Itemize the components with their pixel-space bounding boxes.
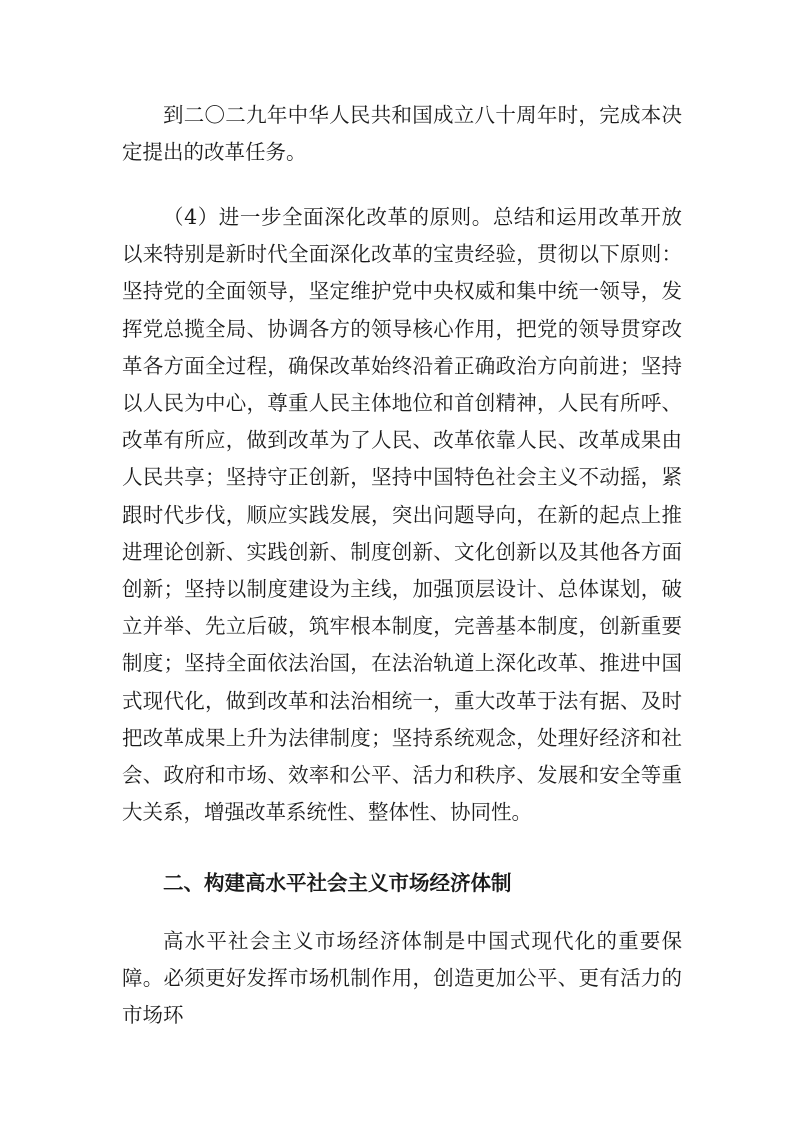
paragraph-market-economy: 高水平社会主义市场经济体制是中国式现代化的重要保障。必须更好发挥市场机制作用，创造更加公平、更有活力的市场环 bbox=[122, 929, 682, 1028]
paragraph-reform-principles: （4）进一步全面深化改革的原则。总结和运用改革开放以来特别是新时代全面深化改革的宝贵经验，贯彻以下原则：坚持党的全面领导，坚定维护党中央权威和集中统一领导，发挥党总揽全局、协调各方的领导核心作用，把党的领导贯穿改革各方面全过程，确保改革始终沿着正确政治方向前进；坚持以人民为中心，尊重人民主体地位和首创精神，人民有所呼、改革有所应，做到改革为了人民、改革依靠人民、改革成果由人民共享；坚持守正创新，坚持中国特色社会主义不动摇，紧跟时代步伐，顺应实践发展，突出问题导向，在新的起点上推进理论创新、实践创新、制度创新、文化创新以及其他各方面创新；坚持以制度建设为主线，加强顶层设计、总体谋划，破立并举、先立后破，筑牢根本制度，完善基本制度，创新重要制度；坚持全面依法治国，在法治轨道上深化改革、推进中国式现代化，做到改革和法治相统一，重大改革于法有据、及时把改革成果上升为法律制度；坚持系统观念，处理好经济和社会、政府和市场、效率和公平、活力和秩序、发展和安全等重大关系，增强改革系统性、整体性、协同性。 bbox=[122, 205, 682, 825]
section-heading: 二、构建高水平社会主义市场经济体制 bbox=[163, 871, 512, 895]
paragraph-completion-goal: 到二〇二九年中华人民共和国成立八十周年时，完成本决定提出的改革任务。 bbox=[122, 103, 682, 165]
